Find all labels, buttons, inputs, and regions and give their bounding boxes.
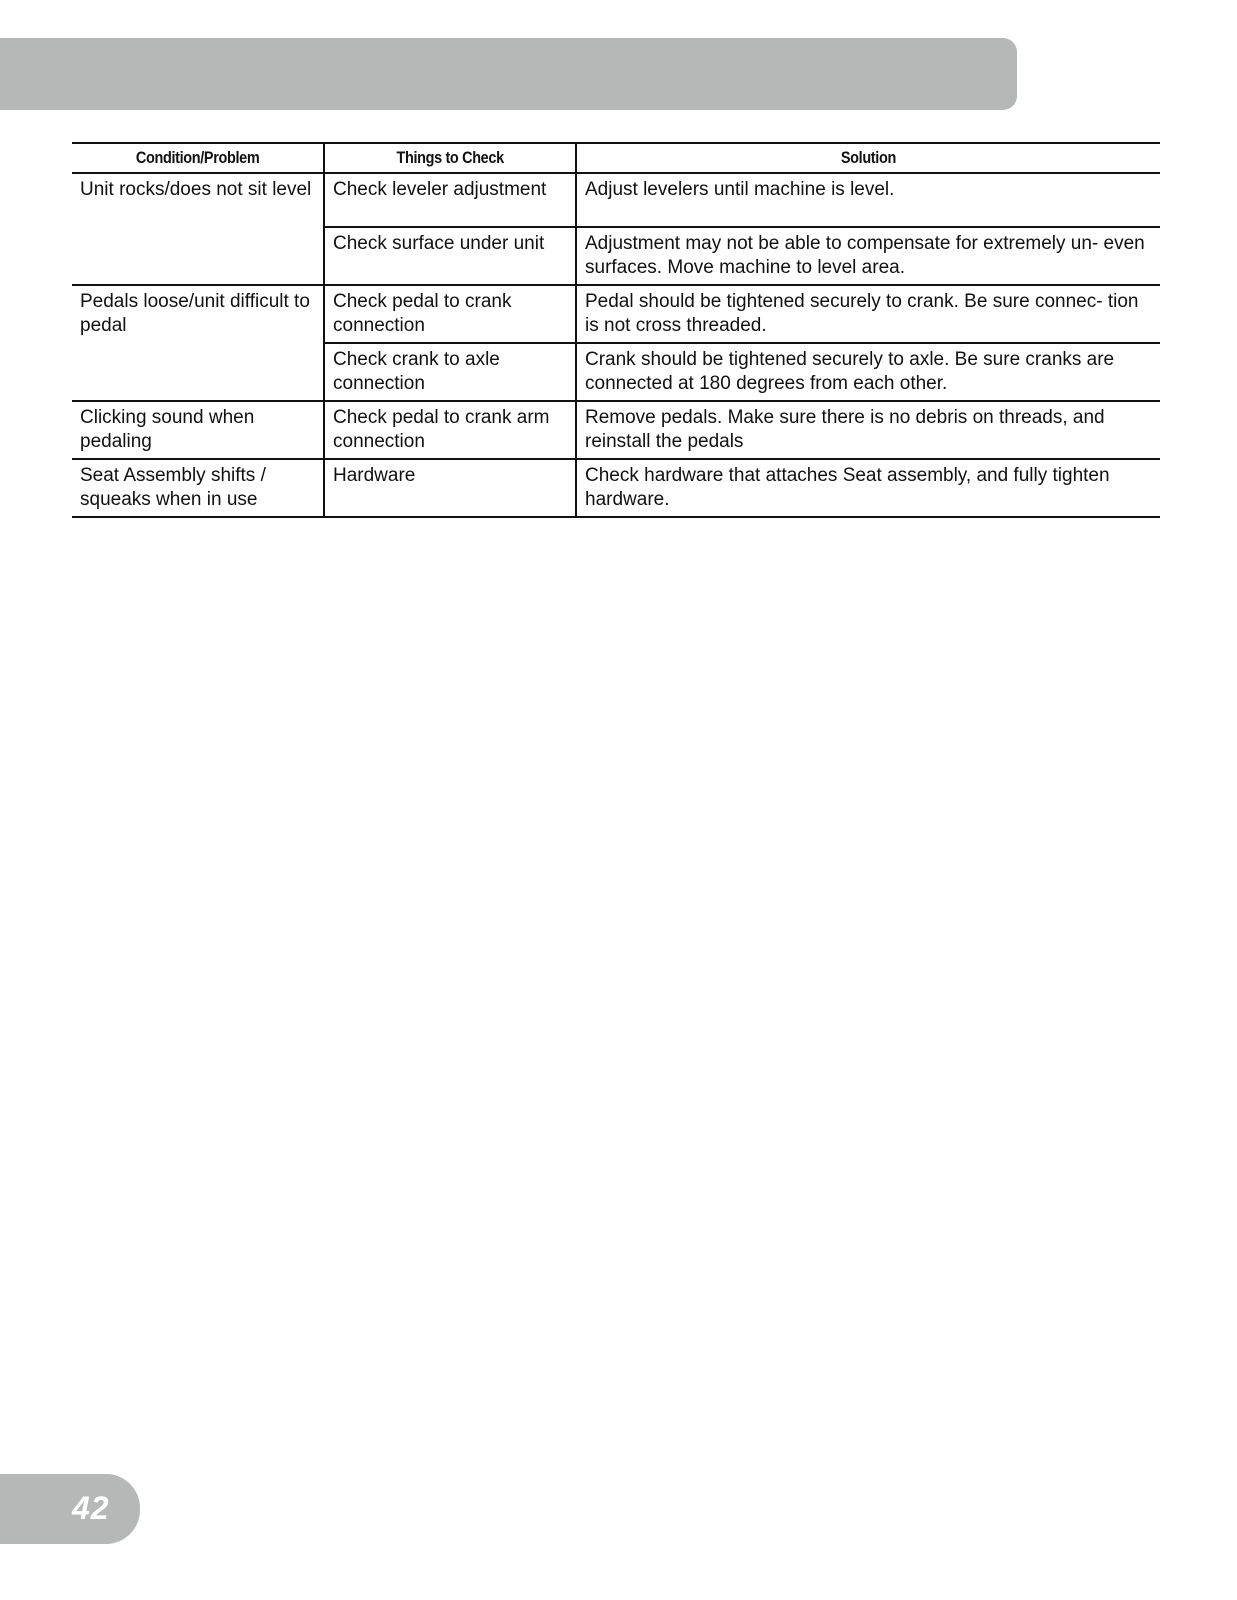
page-number-tab: [0, 1474, 140, 1544]
condition-cell: Unit rocks/does not sit level: [72, 173, 324, 285]
header-condition: Condition/Problem: [72, 143, 324, 173]
troubleshooting-table: [72, 142, 1160, 518]
solution-cell: Adjustment may not be able to compensate for extremely un- even surfaces. Move machine to level area.: [576, 227, 1160, 285]
page-number: 42: [72, 1490, 110, 1526]
condition-cell: Seat Assembly shifts / squeaks when in use: [72, 459, 324, 517]
solution-cell: Check hardware that attaches Seat assembly, and fully tighten hardware.: [576, 459, 1160, 517]
condition-cell: Pedals loose/unit difficult to pedal: [72, 285, 324, 401]
header-band: [0, 38, 1017, 110]
solution-cell: Pedal should be tightened securely to crank. Be sure connec- tion is not cross threaded.: [576, 285, 1160, 343]
table-header-row: [72, 143, 1160, 173]
check-cell: Check leveler adjustment: [324, 173, 576, 227]
check-cell: Check surface under unit: [324, 227, 576, 285]
check-cell: Check pedal to crank connection: [324, 285, 576, 343]
solution-cell: Crank should be tightened securely to axle. Be sure cranks are connected at 180 degrees from each other.: [576, 343, 1160, 401]
table-row: [72, 173, 1160, 227]
solution-cell: Remove pedals. Make sure there is no debris on threads, and reinstall the pedals: [576, 401, 1160, 459]
table-row: [72, 285, 1160, 343]
header-solution: Solution: [576, 143, 1160, 173]
check-cell: Check crank to axle connection: [324, 343, 576, 401]
check-cell: Check pedal to crank arm connection: [324, 401, 576, 459]
table-row: [72, 401, 1160, 459]
check-cell: Hardware: [324, 459, 576, 517]
header-things-to-check: Things to Check: [324, 143, 576, 173]
solution-cell: Adjust levelers until machine is level.: [576, 173, 1160, 227]
table-row: [72, 459, 1160, 517]
condition-cell: Clicking sound when pedaling: [72, 401, 324, 459]
